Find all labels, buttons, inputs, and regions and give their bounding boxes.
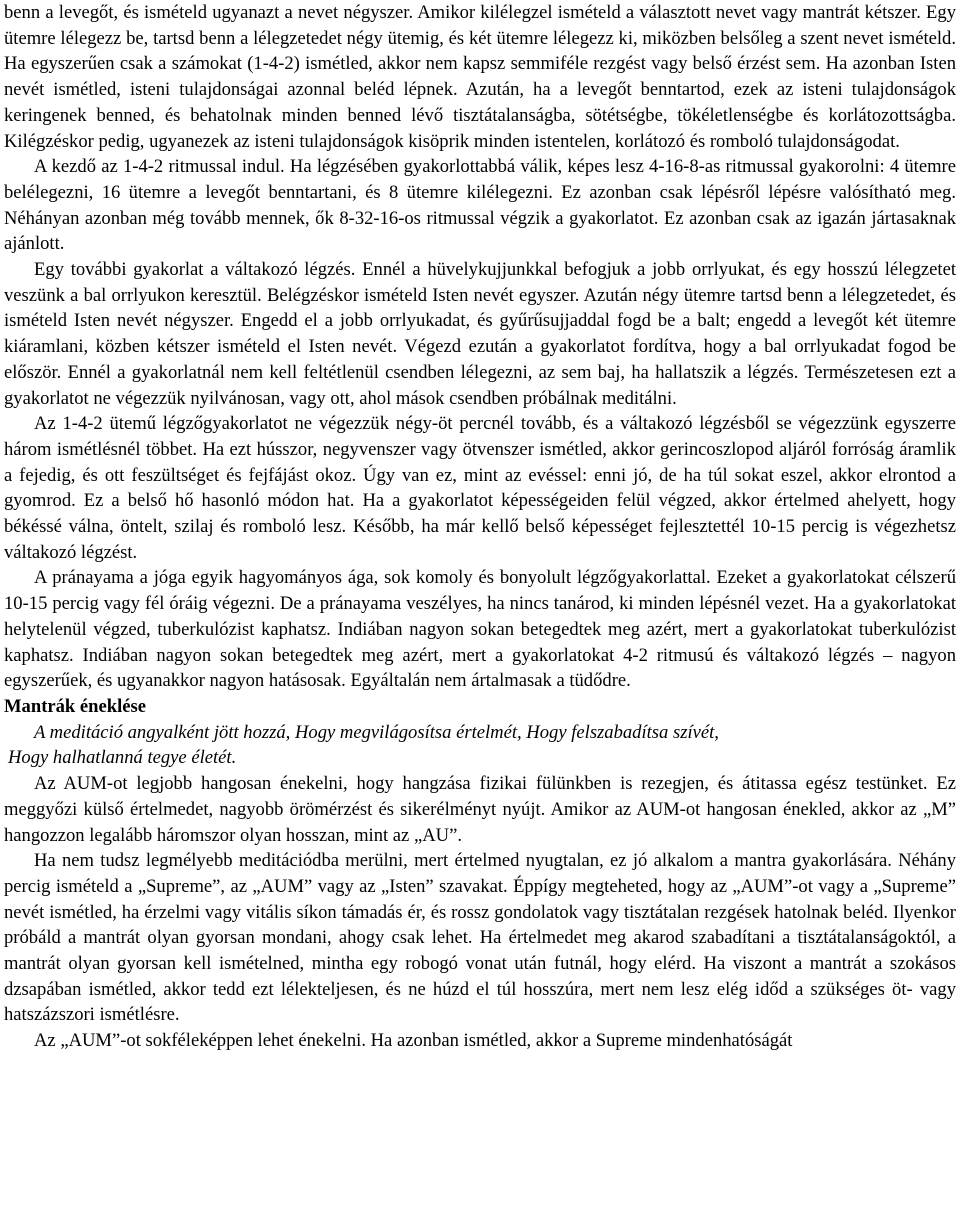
- document-page: [4, 0, 956, 1054]
- section-heading: Mantrák éneklése: [4, 695, 147, 717]
- paragraph-alternate-breathing: Egy további gyakorlat a váltakozó légzés. Ennél a hüvelykujjunkkal befogjuk a jobb orrlyukat, és egy hosszú lélegzetet veszünk a bal orrlyukon keresztül. Belégzéskor ismételd Isten nevét egyszer. Azután négy ütemre tartsd benn a lélegzetedet, és ismételd Isten nevét négyszer. Engedd el a jobb orrlyukadat, és gyűrűsujjaddal fogd be a balt; engedd a levegőt két ütemre kiáramlani, közben kétszer ismételd el Isten nevét. Végezd ezután a gyakorlatot fordítva, hogy a bal orrlyukadat fogod be először. Ennél a gyakorlatnál nem kell feltétlenül csendben lélegezni, az sem baj, ha hallatszik a légzés. Természetesen ezt a gyakorlatot ne végezzük nyilvánosan, vagy ott, ahol mások csendben próbálnak meditálni.: [4, 259, 956, 409]
- paragraph-mantra-practice: Ha nem tudsz legmélyebb meditációdba merülni, mert értelmed nyugtalan, ez jó alkalom a mantra gyakorlására. Néhány percig ismételd a „Supreme”, az „AUM” vagy az „Isten” szavakat. Éppígy megteheted, hogy az „AUM”-ot vagy a „Supreme” nevét ismétled, ha érzelmi vagy vitális síkon támadás ér, és rossz gondolatok vagy tisztátalan rezgések hatolnak beléd. Ilyenkor próbáld a mantrát olyan gyorsan mondani, ahogy csak lehet. Ha értelmedet meg akarod szabadítani a tisztátalanságoktól, a mantrát olyan gyorsan kell ismételned, mintha egy robogó vonat után futnál, hogy elérd. Ha viszont a mantrát a szokásos dzsapában ismétled, akkor tedd ezt lélekteljesen, és ne húzd el túl hosszúra, mert nem lesz elég időd a szükséges öt- vagy hatszázszori ismétlésre.: [4, 850, 956, 1026]
- paragraph-breath-count: benn a levegőt, és ismételd ugyanazt a nevet négyszer. Amikor kilélegzel ismételd a választott nevet vagy mantrát kétszer. Egy ütemre lélegezz be, tartsd benn a lélegzetedet négy ütemig, és két ütemre lélegezz ki, miközben belsőleg a szent nevet ismételd. Ha egyszerűen csak a számokat (1-4-2) ismétled, akkor nem kapsz semmiféle rezgést vagy belső érzést sem. Ha azonban Isten nevét ismétled, isteni tulajdonságai azonnal beléd lépnek. Azután, ha a levegőt benntartod, ezek az isteni tulajdonságok keringenek benned, és behatolnak minden benned lévő tisztátalanságba, sötétségbe, tökéletlenségbe és korlátozottságba. Kilégzéskor pedig, ugyanezek az isteni tulajdonságok kisöprik minden istentelen, korlátozó és romboló tulajdonságodat.: [4, 2, 956, 152]
- paragraph-pranayama: A pránayama a jóga egyik hagyományos ága, sok komoly és bonyolult légzőgyakorlattal. Ezeket a gyakorlatokat célszerű 10-15 percig vagy fél óráig végezni. De a pránayama veszélyes, ha nincs tanárod, ki minden lépésnél vezet. Ha a gyakorlatokat helytelenül végzed, tuberkulózist kaphatsz. Indiában nagyon sokan betegedtek meg azért, mert a gyakorlatokat tuberkulózist kaphatsz. Indiában nagyon sokan betegedtek meg azért, mert a gyakorlatokat 4-2 ritmusú és váltakozó légzés – nagyon egyszerűek, és ugyanakkor nagyon hatásosak. Egyáltalán nem ártalmasak a tüdődre.: [4, 567, 956, 692]
- epigraph-line-1: A meditáció angyalként jött hozzá, Hogy megvilágosítsa értelmét, Hogy felszabadítsa szívét,: [34, 721, 719, 743]
- epigraph-line-2: Hogy halhatlanná tegye életét.: [8, 747, 237, 769]
- paragraph-aum-ways: Az „AUM”-ot sokféleképpen lehet énekelni. Ha azonban ismétled, akkor a Supreme mindenhatóságát: [34, 1030, 793, 1052]
- paragraph-caution: Az 1-4-2 ütemű légzőgyakorlatot ne végezzük négy-öt percnél tovább, és a váltakozó légzésből se végezzünk egyszerre három ismétlésnél többet. Ha ezt hússzor, negyvenszer vagy ötvenszer ismétled, akkor gerincoszlopod aljáról forróság áramlik a fejedig, és ott feszültséget és fejfájást okoz. Úgy van ez, mint az evéssel: enni jó, de ha túl sokat eszel, akkor elrontod a gyomrod. Ez a belső hő hasonló módon hat. Ha a gyakorlatot képességeiden felül végzed, akkor értelmed ahelyett, hogy békéssé válna, öntelt, szilaj és romboló lesz. Később, ha már kellő belső képességet fejlesztettél 10-15 percig is végezhetsz váltakozó légzést.: [4, 413, 956, 563]
- paragraph-aum-aloud: Az AUM-ot legjobb hangosan énekelni, hogy hangzása fizikai fülünkben is rezegjen, és átitassa egész testünket. Ez meggyőzi külső értelmedet, nagyobb örömérzést és sikerélményt nyújt. Amikor az AUM-ot hangosan énekled, akkor az „M” hangozzon legalább háromszor olyan hosszan, mint az „AU”.: [4, 773, 956, 846]
- paragraph-rhythm: A kezdő az 1-4-2 ritmussal indul. Ha légzésében gyakorlottabbá válik, képes lesz 4-16-8-as ritmussal gyakorolni: 4 ütemre belélegezni, 16 ütemre a levegőt benntartani, és 8 ütemre kilélegezni. Ez azonban csak lépésről lépésre valósítható meg. Néhányan azonban még tovább mennek, ők 8-32-16-os ritmussal végzik a gyakorlatot. Ez azonban csak az igazán jártasaknak ajánlott.: [4, 156, 956, 255]
